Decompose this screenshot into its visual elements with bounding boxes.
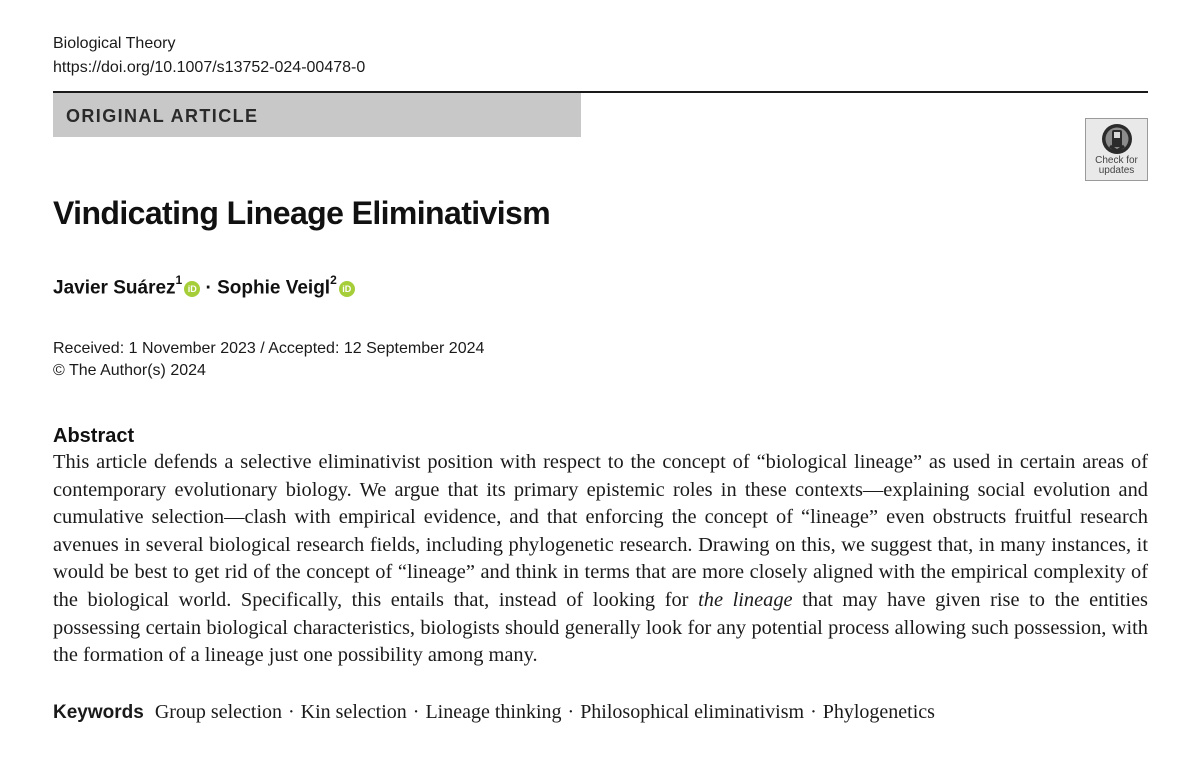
- keyword-separator: ·: [288, 701, 295, 723]
- author-name: Sophie Veigl: [217, 277, 331, 299]
- keyword: Kin selection: [300, 701, 407, 723]
- keyword-separator: ·: [412, 701, 420, 723]
- author-affiliation: 1: [175, 273, 183, 287]
- abstract-heading: Abstract: [53, 425, 135, 447]
- orcid-icon[interactable]: iD: [184, 281, 200, 297]
- check-for-updates-button[interactable]: [1085, 118, 1148, 181]
- abstract-text-part: This article defends a selective eliminativist position with respect to the concept of “biological lineage” as used in certain areas of contemporary evolutionary biology. We argue that its primary epistemic roles in these contexts—explaining social evolution and cumulative selection—clash with empirical evidence, and that enforcing the concept of “lineage” even obstructs fruitful research avenues in several biological research fields, including phylogenetic research. Drawing on this, we suggest that, in many instances, it would be best to get rid of the concept of “lineage” and think in terms that are more closely aligned with the empirical complexity of the biological world. Specifically, this entails that, instead of looking for: [53, 451, 1148, 611]
- keywords-label: Keywords: [53, 702, 144, 723]
- keyword: Philosophical eliminativism: [580, 701, 805, 723]
- copyright-notice: © The Author(s) 2024: [53, 362, 206, 379]
- keyword-separator: ·: [810, 701, 817, 723]
- author-separator: ·: [205, 277, 212, 299]
- check-for-updates-label: Check for updates: [1095, 155, 1138, 176]
- orcid-icon[interactable]: iD: [339, 281, 355, 297]
- keyword-separator: ·: [567, 701, 575, 723]
- abstract-emphasis: the lineage: [698, 588, 793, 611]
- check-for-updates-icon: [1100, 122, 1134, 156]
- keyword: Group selection: [154, 701, 282, 723]
- author-name: Javier Suárez: [53, 277, 176, 299]
- keywords: [53, 699, 935, 726]
- article-type-label: ORIGINAL ARTICLE: [66, 106, 259, 126]
- author-affiliation: 2: [330, 273, 337, 287]
- keyword: Lineage thinking: [425, 701, 562, 723]
- journal-name: Biological Theory: [53, 35, 176, 52]
- publication-dates: Received: 1 November 2023 / Accepted: 12 September 2024: [53, 340, 485, 357]
- abstract-text: [53, 449, 1148, 670]
- doi-link[interactable]: https://doi.org/10.1007/s13752-024-00478-0: [53, 59, 366, 76]
- abstract-text-part: that may have given rise to the entities possessing certain biological characteristics, biologists should generally look for any potential process allowing such possession, with the formation of a lineage just one possibility among many.: [53, 588, 1148, 667]
- article-title: Vindicating Lineage Eliminativism: [53, 195, 551, 231]
- author-list: [53, 268, 355, 302]
- keyword: Phylogenetics: [822, 701, 935, 723]
